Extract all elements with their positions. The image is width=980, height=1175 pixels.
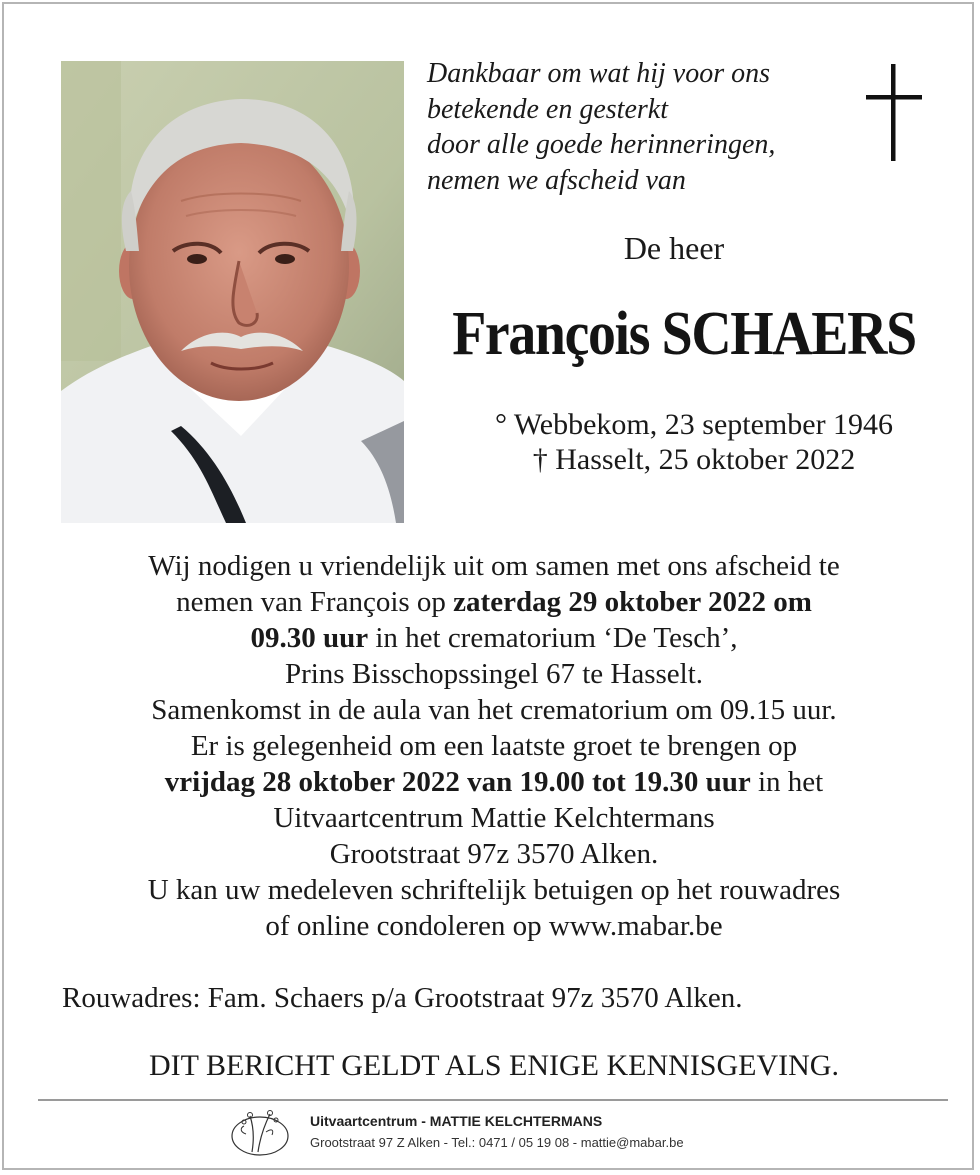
flower-logo-icon [230, 1108, 296, 1158]
farewell-visit-time: vrijdag 28 oktober 2022 van 19.00 tot 19.30 uur [164, 766, 751, 798]
invitation-line: Prins Bisschopssingel 67 te Hasselt. [284, 658, 704, 690]
footer-contact: Grootstraat 97 Z Alken - Tel.: 0471 / 05 19 08 - mattie@mabar.be [310, 1135, 684, 1150]
invitation-line: Samenkomst in de aula van het crematorium om 09.15 uur. [151, 694, 837, 726]
invitation-line: Grootstraat 97z 3570 Alken. [329, 838, 659, 870]
poem-line: nemen we afscheid van [427, 164, 686, 196]
poem-line: betekende en gesterkt [427, 93, 668, 125]
deceased-name: François SCHAERS [452, 300, 916, 368]
invitation-text-segment: in het [750, 766, 824, 798]
footer-company: Uitvaartcentrum - MATTIE KELCHTERMANS [310, 1113, 603, 1129]
ceremony-time: 09.30 uur [250, 622, 369, 654]
invitation-line: Er is gelegenheid om een laatste groet te brengen op [190, 730, 798, 762]
invitation-line: Uitvaartcentrum Mattie Kelchtermans [273, 802, 715, 834]
ceremony-date: zaterdag 29 oktober 2022 om [453, 586, 812, 618]
birth-info: ° Webbekom, 23 september 1946 [494, 408, 894, 441]
invitation-line [34, 764, 954, 800]
invitation-line: Wij nodigen u vriendelijk uit om samen met ons afscheid te [148, 550, 840, 582]
invitation-line: of online condoleren op www.mabar.be [265, 910, 723, 942]
poem-line: Dankbaar om wat hij voor ons [427, 58, 770, 89]
mourning-address: Rouwadres: Fam. Schaers p/a Grootstraat 97z 3570 Alken. [62, 982, 743, 1014]
salutation: De heer [623, 230, 725, 266]
portrait-photo [61, 61, 404, 523]
invitation-line [34, 620, 954, 656]
invitation-line: U kan uw medeleven schriftelijk betuigen op het rouwadres [147, 874, 841, 906]
invitation-text [34, 548, 954, 944]
poem [427, 56, 847, 198]
death-info: † Hasselt, 25 oktober 2022 [532, 443, 856, 476]
poem-line: door alle goede herinneringen, [427, 129, 776, 160]
invitation-line [34, 584, 954, 620]
notice: DIT BERICHT GELDT ALS ENIGE KENNISGEVING. [149, 1049, 839, 1082]
obituary-card [2, 2, 974, 1170]
footer-divider [38, 1099, 948, 1101]
invitation-text-segment: nemen van François op [176, 586, 454, 618]
cross-icon [866, 64, 924, 164]
invitation-text-segment: in het crematorium ‘De Tesch’, [368, 622, 738, 654]
